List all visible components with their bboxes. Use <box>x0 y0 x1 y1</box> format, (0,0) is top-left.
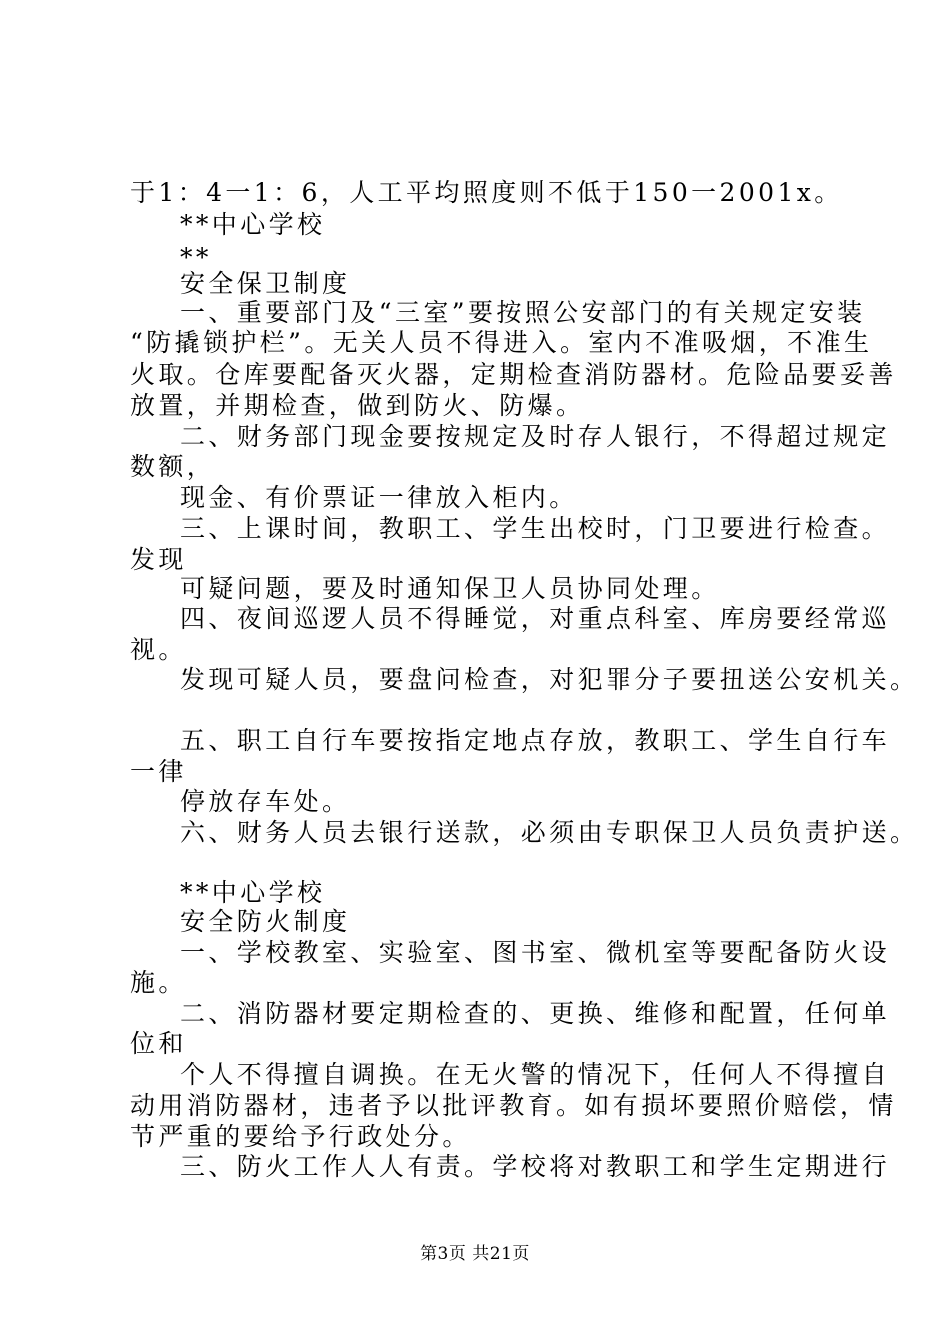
section-title: 安全保卫制度 <box>180 269 351 298</box>
text-line: 二、消防器材要定期检查的、更换、维修和配置，任何单 <box>180 999 891 1028</box>
text-line: 动用消防器材，违者予以批评教育。如有损坏要照价赔偿，情 <box>130 1091 897 1120</box>
text-line: 可疑问题，要及时通知保卫人员协同处理。 <box>180 574 720 603</box>
text-line: 放置，并期检查，做到防火、防爆。 <box>130 391 585 420</box>
text-line: 三、上课时间，教职工、学生出校时，门卫要进行检查。 <box>180 514 891 543</box>
school-heading: **中心学校 <box>180 878 326 907</box>
text-line: 发现 <box>130 545 187 574</box>
text-line: 火取。仓库要配备灭火器，定期检查消防器材。危险品要妥善 <box>130 360 897 389</box>
text-line: 五、职工自行车要按指定地点存放，教职工、学生自行车 <box>180 726 891 755</box>
text-line: 二、财务部门现金要按规定及时存人银行，不得超过规定 <box>180 422 891 451</box>
text-line: 三、防火工作人人有责。学校将对教职工和学生定期进行 <box>180 1152 891 1181</box>
page-footer: 第3页 共21页 <box>420 1244 530 1264</box>
text-line: 六、财务人员去银行送款，必须由专职保卫人员负责护送。 <box>180 818 919 847</box>
text-line: 四、夜间巡逻人员不得睡觉，对重点科室、库房要经常巡 <box>180 604 891 633</box>
section-title: 安全防火制度 <box>180 907 351 936</box>
text-line: 现金、有价票证一律放入柜内。 <box>180 483 578 512</box>
text-line: 位和 <box>130 1029 187 1058</box>
text-line: 发现可疑人员，要盘问检查，对犯罪分子要扭送公安机关。 <box>180 665 919 694</box>
text-line: 于1：4一1：6，人工平均照度则不低于150一2001x。 <box>130 178 843 207</box>
text-line: ** <box>180 243 212 272</box>
text-line: 停放存车处。 <box>180 787 351 816</box>
text-line: 节严重的要给予行政处分。 <box>130 1122 471 1151</box>
text-line: 一律 <box>130 757 187 786</box>
school-heading: **中心学校 <box>180 210 326 239</box>
text-line: 一、重要部门及“三室”要按照公安部门的有关规定安装 <box>180 298 866 327</box>
text-line: 施。 <box>130 968 187 997</box>
text-line: 数额， <box>130 452 216 481</box>
text-line: 一、学校教室、实验室、图书室、微机室等要配备防火设 <box>180 938 891 967</box>
text-line: “防撬锁护栏”。无关人员不得进入。室内不准吸烟，不准生 <box>130 328 873 357</box>
text-line: 视。 <box>130 635 187 664</box>
text-line: 个人不得擅自调换。在无火警的情况下，任何人不得擅自 <box>180 1060 891 1089</box>
